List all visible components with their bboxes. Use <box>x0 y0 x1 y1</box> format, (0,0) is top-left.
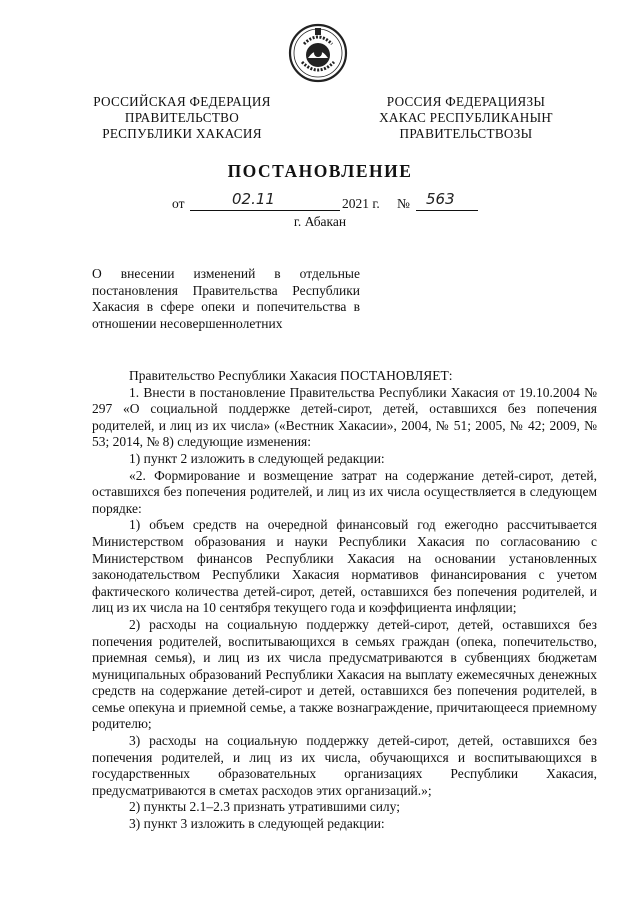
city: г. Абакан <box>293 214 347 229</box>
date-underline <box>190 210 340 211</box>
document-title: ПОСТАНОВЛЕНИЕ <box>227 161 413 181</box>
handwritten-number: 563 <box>426 190 455 208</box>
paragraph: 3) расходы на социальную поддержку детей-сирот, детей, оставшихся без попечения родителей, и лиц из их числа, обучающихся и воспитывающихся в государственных образовательных организациях Республики Хакасия, предусматриваются в сметах расходов этих организаций.»; <box>92 733 597 798</box>
header-left-line: РЕСПУБЛИКИ ХАКАСИЯ <box>102 126 262 141</box>
paragraph: 3) пункт 3 изложить в следующей редакции: <box>129 816 385 832</box>
header-right-line: РОССИЯ ФЕДЕРАЦИЯЗЫ <box>386 94 546 109</box>
header-left <box>72 94 292 142</box>
header-right <box>350 94 582 142</box>
header-right-line: ПРАВИТЕЛЬСТВОЗЫ <box>399 126 533 141</box>
paragraph: 1) пункт 2 изложить в следующей редакции: <box>129 450 385 466</box>
number-sign: № <box>397 196 410 211</box>
date-prefix: от <box>172 196 185 211</box>
document-body <box>92 368 597 833</box>
header-right-line: ХАКАС РЕСПУБЛИКАНЫҤ <box>379 110 553 125</box>
header-left-line: ПРАВИТЕЛЬСТВО <box>124 110 240 125</box>
subject: О внесении изменений в отдельные постановления Правительства Республики Хакасия в сфере опеки и попечительства в отношении несовершеннолетних <box>92 266 360 331</box>
paragraph: Правительство Республики Хакасия ПОСТАНОВЛЯЕТ: <box>129 368 453 383</box>
paragraph: 1. Внести в постановление Правительства Республики Хакасия от 19.10.2004 № 297 «О социальной поддержке детей-сирот, детей, оставшихся без попечения родителей, и лиц из их числа» («Вестник Хакасии», 2004, № 51; 2005, № 42; 2009, № 53; 2014, № 8) следующие изменения: <box>92 384 597 450</box>
paragraph: «2. Формирование и возмещение затрат на содержание детей-сирот, детей, оставшихся без попечения родителей, и лиц из их числа осуществляется в следующем порядке: <box>92 467 597 516</box>
paragraph: 1) объем средств на очередной финансовый год ежегодно рассчитывается Министерством образования и науки Республики Хакасия по согласованию с Министерством финансов Республики Хакасия на основании установленных законодательством Республики Хакасия нормативов финансирования с учетом фактического количества детей-сирот, детей, оставшихся без попечения родителей, и лиц из их числа на 10 сентября текущего года и коэффициента инфляции; <box>92 517 597 616</box>
year-label: 2021 г. <box>342 196 380 211</box>
paragraph: 2) расходы на социальную поддержку детей-сирот, детей, оставшихся без попечения родителей, воспитывающихся в семьях граждан (опека, попечительство, приемная семья), и лиц из их числа предусматриваются в субвенциях бюджетам муниципальных образований Республики Хакасия на выплату ежемесячных денежных средств на содержание детей-сирот и детей, оставшихся без попечения родителей, в семье опекуна и приемной семье, а также вознаграждение, причитающееся приемному родителю; <box>92 616 597 732</box>
number-underline <box>416 210 478 211</box>
handwritten-date: 02.11 <box>232 190 275 208</box>
dateline <box>172 190 492 216</box>
emblem-icon <box>288 22 348 84</box>
paragraph: 2) пункты 2.1–2.3 признать утратившими силу; <box>129 799 400 815</box>
header-left-line: РОССИЙСКАЯ ФЕДЕРАЦИЯ <box>93 94 271 109</box>
